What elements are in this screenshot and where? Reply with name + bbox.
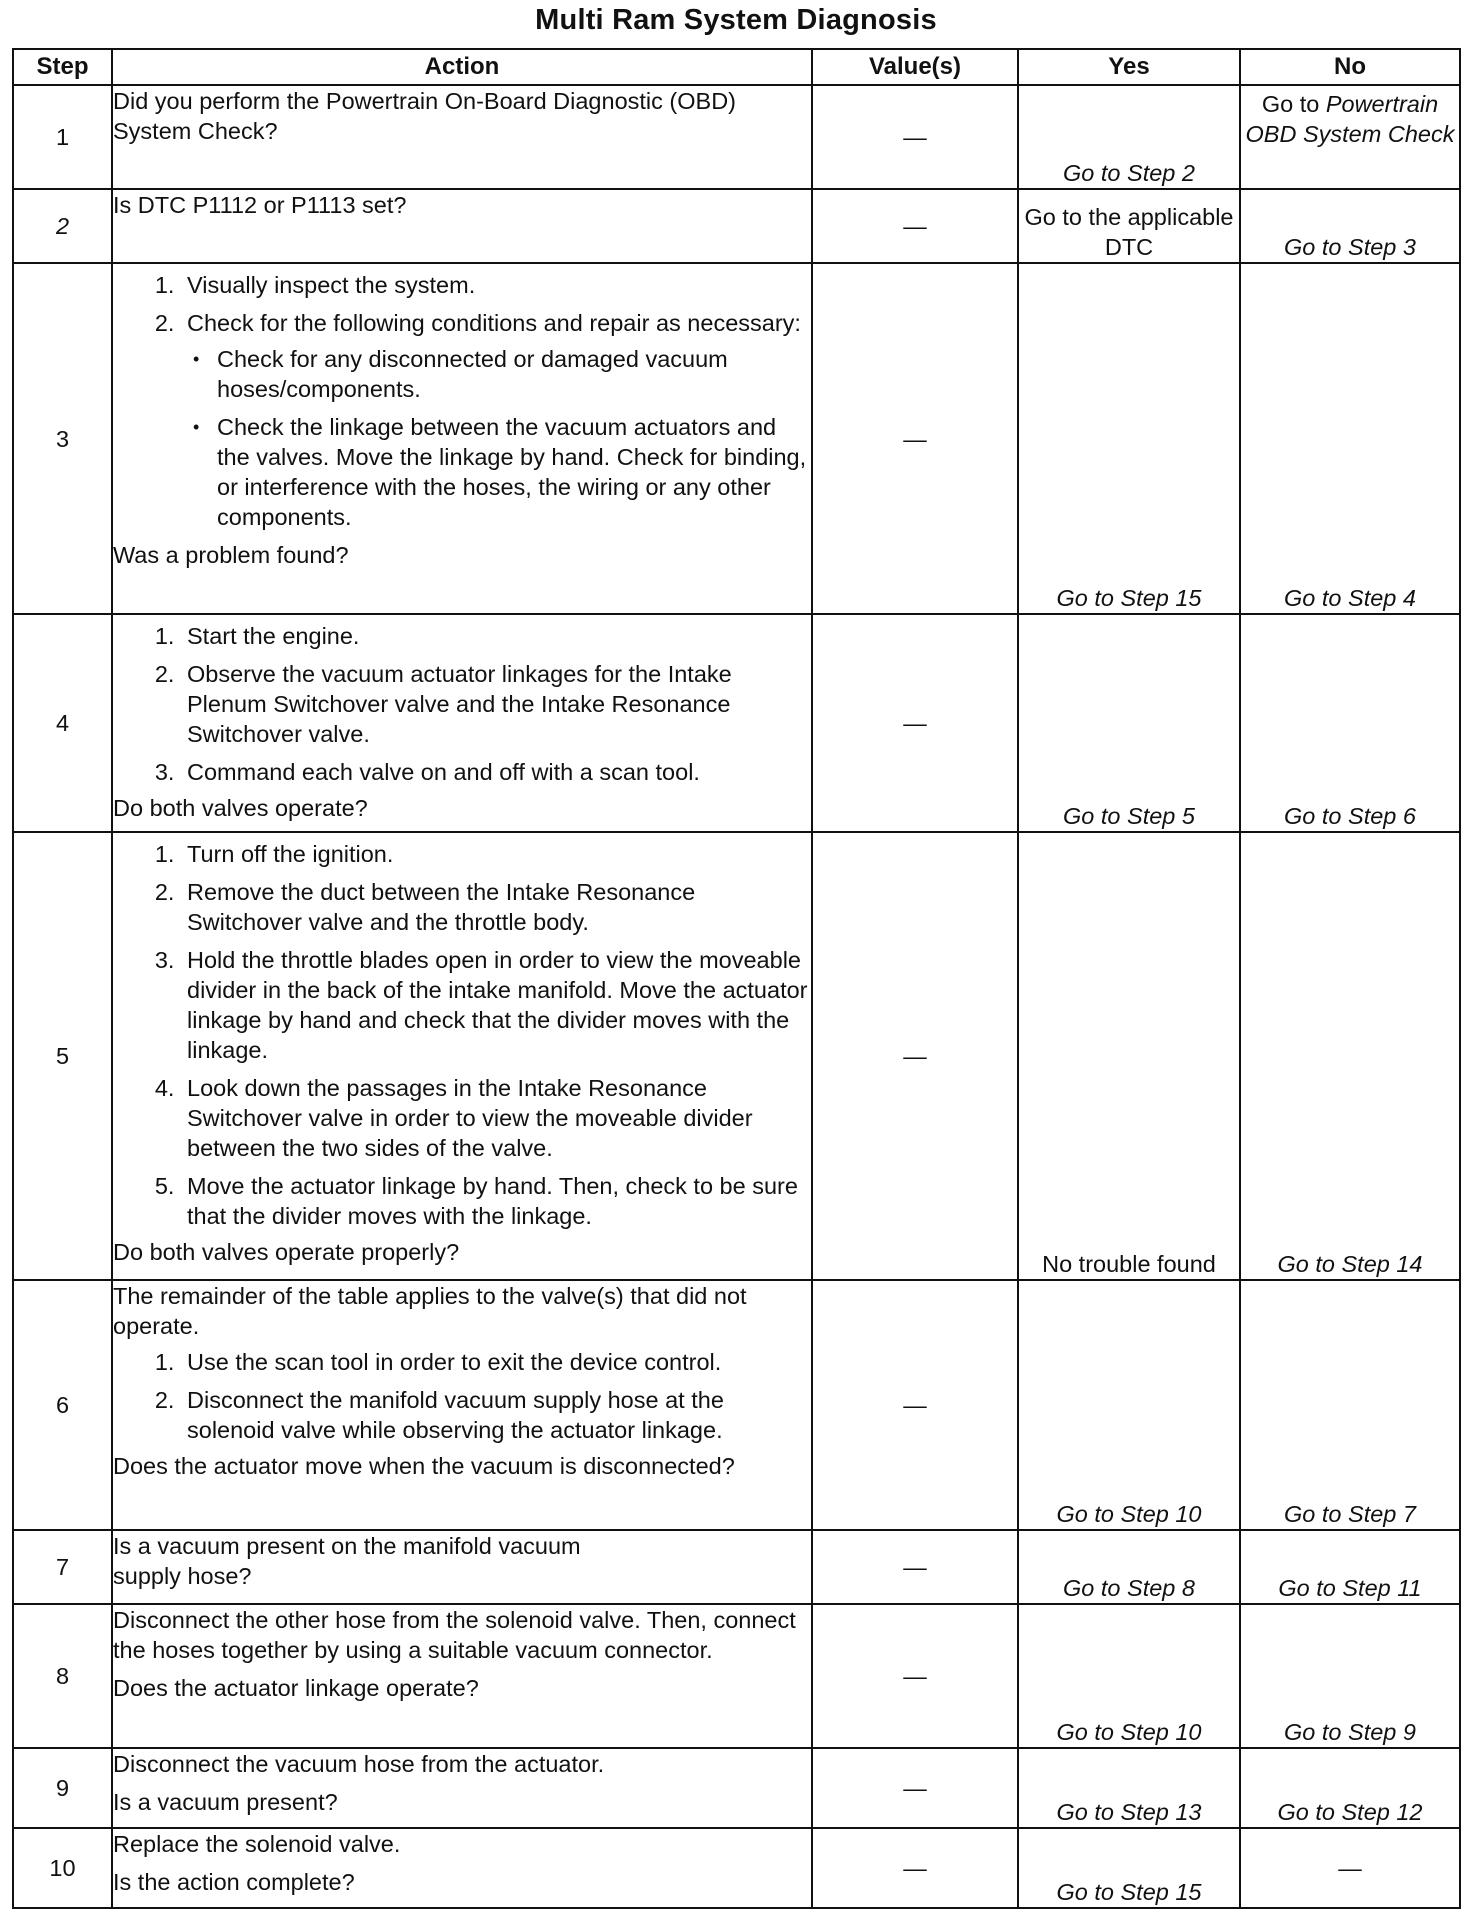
action-step: 1. Visually inspect the system. bbox=[181, 270, 811, 300]
action-step: 1. Use the scan tool in order to exit the device control. bbox=[181, 1347, 811, 1377]
table-row bbox=[13, 85, 1460, 189]
action-cell bbox=[112, 1748, 812, 1828]
action-step: 2. Disconnect the manifold vacuum supply hose at the solenoid valve while observing the actuator linkage. bbox=[181, 1385, 811, 1445]
yes-cell: Go to Step 10 bbox=[1018, 1280, 1240, 1530]
no-cell: — bbox=[1240, 1828, 1460, 1908]
action-text: Disconnect the vacuum hose from the actuator. bbox=[113, 1751, 605, 1777]
value-cell: — bbox=[812, 832, 1018, 1280]
action-cell bbox=[112, 614, 812, 832]
action-step: 3. Command each valve on and off with a scan tool. bbox=[181, 757, 811, 787]
yes-cell: No trouble found bbox=[1018, 832, 1240, 1280]
action-step: 4. Look down the passages in the Intake Resonance Switchover valve in order to view the moveable divider between the two sides of the valve. bbox=[181, 1073, 811, 1163]
action-bullet: • Check for any disconnected or damaged vacuum hoses/components. bbox=[217, 344, 811, 404]
value-cell: — bbox=[812, 1530, 1018, 1604]
step-number: 6 bbox=[13, 1280, 112, 1530]
yes-cell: Go to Step 15 bbox=[1018, 1828, 1240, 1908]
page-title: Multi Ram System Diagnosis bbox=[535, 4, 937, 36]
step-number: 2 bbox=[13, 189, 112, 263]
action-question: Do both valves operate? bbox=[113, 795, 368, 821]
header-action: Action bbox=[112, 49, 812, 85]
diagnosis-table bbox=[12, 48, 1461, 1909]
no-cell: Go to Step 14 bbox=[1240, 832, 1460, 1280]
no-cell: Go to Step 11 bbox=[1240, 1530, 1460, 1604]
table-row bbox=[13, 263, 1460, 614]
action-text: Disconnect the other hose from the solenoid valve. Then, connect the hoses together by using a suitable vacuum connector. bbox=[113, 1607, 796, 1663]
action-text: The remainder of the table applies to the valve(s) that did not operate. bbox=[113, 1283, 747, 1339]
no-text: Go to bbox=[1261, 91, 1320, 117]
yes-cell: Go to the applicable DTC bbox=[1018, 189, 1240, 263]
action-steps bbox=[113, 270, 811, 532]
table-row bbox=[13, 1828, 1460, 1908]
value-cell: — bbox=[812, 1604, 1018, 1748]
yes-cell: Go to Step 8 bbox=[1018, 1530, 1240, 1604]
action-cell bbox=[112, 263, 812, 614]
table-row bbox=[13, 1530, 1460, 1604]
action-question: Is the action complete? bbox=[113, 1869, 355, 1895]
yes-cell: Go to Step 5 bbox=[1018, 614, 1240, 832]
action-cell bbox=[112, 85, 812, 189]
action-step: 1. Start the engine. bbox=[181, 621, 811, 651]
action-steps bbox=[113, 1347, 811, 1445]
table-row bbox=[13, 614, 1460, 832]
action-text: Did you perform the Powertrain On-Board Diagnostic (OBD) System Check? bbox=[113, 88, 736, 144]
action-bullet: • Check the linkage between the vacuum actuators and the valves. Move the linkage by hand. Check for binding, or interference with the hoses, the wiring or any other components. bbox=[217, 412, 811, 532]
action-step bbox=[181, 308, 811, 532]
header-no: No bbox=[1240, 49, 1460, 85]
value-cell: — bbox=[812, 1828, 1018, 1908]
action-step: 2. Observe the vacuum actuator linkages for the Intake Plenum Switchover valve and the Intake Resonance Switchover valve. bbox=[181, 659, 811, 749]
table-row bbox=[13, 1748, 1460, 1828]
value-cell: — bbox=[812, 85, 1018, 189]
action-steps bbox=[113, 839, 811, 1231]
no-cell: Go to Step 12 bbox=[1240, 1748, 1460, 1828]
no-cell: Go to Step 4 bbox=[1240, 263, 1460, 614]
action-steps bbox=[113, 621, 811, 787]
no-cell: Go to Step 9 bbox=[1240, 1604, 1460, 1748]
action-cell bbox=[112, 1530, 812, 1604]
action-step-text: Check for the following conditions and repair as necessary: bbox=[187, 310, 801, 336]
value-cell: — bbox=[812, 189, 1018, 263]
action-cell bbox=[112, 1280, 812, 1530]
header-row bbox=[13, 49, 1460, 85]
value-cell: — bbox=[812, 1748, 1018, 1828]
header-yes: Yes bbox=[1018, 49, 1240, 85]
action-question: Do both valves operate properly? bbox=[113, 1239, 460, 1265]
header-step: Step bbox=[13, 49, 112, 85]
action-text: Is a vacuum present on the manifold vacuum supply hose? bbox=[113, 1533, 581, 1589]
yes-cell: Go to Step 10 bbox=[1018, 1604, 1240, 1748]
action-text: Is DTC P1112 or P1113 set? bbox=[113, 192, 407, 218]
action-text: Replace the solenoid valve. bbox=[113, 1831, 401, 1857]
yes-cell: Go to Step 15 bbox=[1018, 263, 1240, 614]
action-cell bbox=[112, 832, 812, 1280]
value-cell: — bbox=[812, 263, 1018, 614]
no-cell: Go to Step 3 bbox=[1240, 189, 1460, 263]
step-number: 8 bbox=[13, 1604, 112, 1748]
action-cell bbox=[112, 189, 812, 263]
step-number: 5 bbox=[13, 832, 112, 1280]
no-cell bbox=[1240, 85, 1460, 189]
action-step: 2. Remove the duct between the Intake Resonance Switchover valve and the throttle body. bbox=[181, 877, 811, 937]
step-number: 7 bbox=[13, 1530, 112, 1604]
table-row bbox=[13, 1280, 1460, 1530]
action-bullets bbox=[187, 344, 811, 532]
step-number: 9 bbox=[13, 1748, 112, 1828]
table-row bbox=[13, 1604, 1460, 1748]
no-cell: Go to Step 6 bbox=[1240, 614, 1460, 832]
yes-cell: Go to Step 13 bbox=[1018, 1748, 1240, 1828]
action-step: 1. Turn off the ignition. bbox=[181, 839, 811, 869]
step-number: 3 bbox=[13, 263, 112, 614]
table-row bbox=[13, 832, 1460, 1280]
step-number: 1 bbox=[13, 85, 112, 189]
yes-cell: Go to Step 2 bbox=[1018, 85, 1240, 189]
action-step: 3. Hold the throttle blades open in order to view the moveable divider in the back of the intake manifold. Move the actuator linkage by hand and check that the divider moves with the linkage. bbox=[181, 945, 811, 1065]
action-question: Does the actuator move when the vacuum is disconnected? bbox=[113, 1453, 735, 1479]
table-row bbox=[13, 189, 1460, 263]
action-question: Does the actuator linkage operate? bbox=[113, 1675, 479, 1701]
action-question: Is a vacuum present? bbox=[113, 1789, 338, 1815]
action-step: 5. Move the actuator linkage by hand. Then, check to be sure that the divider moves with the linkage. bbox=[181, 1171, 811, 1231]
action-question: Was a problem found? bbox=[113, 542, 349, 568]
step-number: 4 bbox=[13, 614, 112, 832]
no-cell: Go to Step 7 bbox=[1240, 1280, 1460, 1530]
action-cell bbox=[112, 1604, 812, 1748]
action-cell bbox=[112, 1828, 812, 1908]
value-cell: — bbox=[812, 614, 1018, 832]
value-cell: — bbox=[812, 1280, 1018, 1530]
no-link-text: Powertrain OBD System Check bbox=[1245, 91, 1455, 147]
header-values: Value(s) bbox=[812, 49, 1018, 85]
step-number: 10 bbox=[13, 1828, 112, 1908]
